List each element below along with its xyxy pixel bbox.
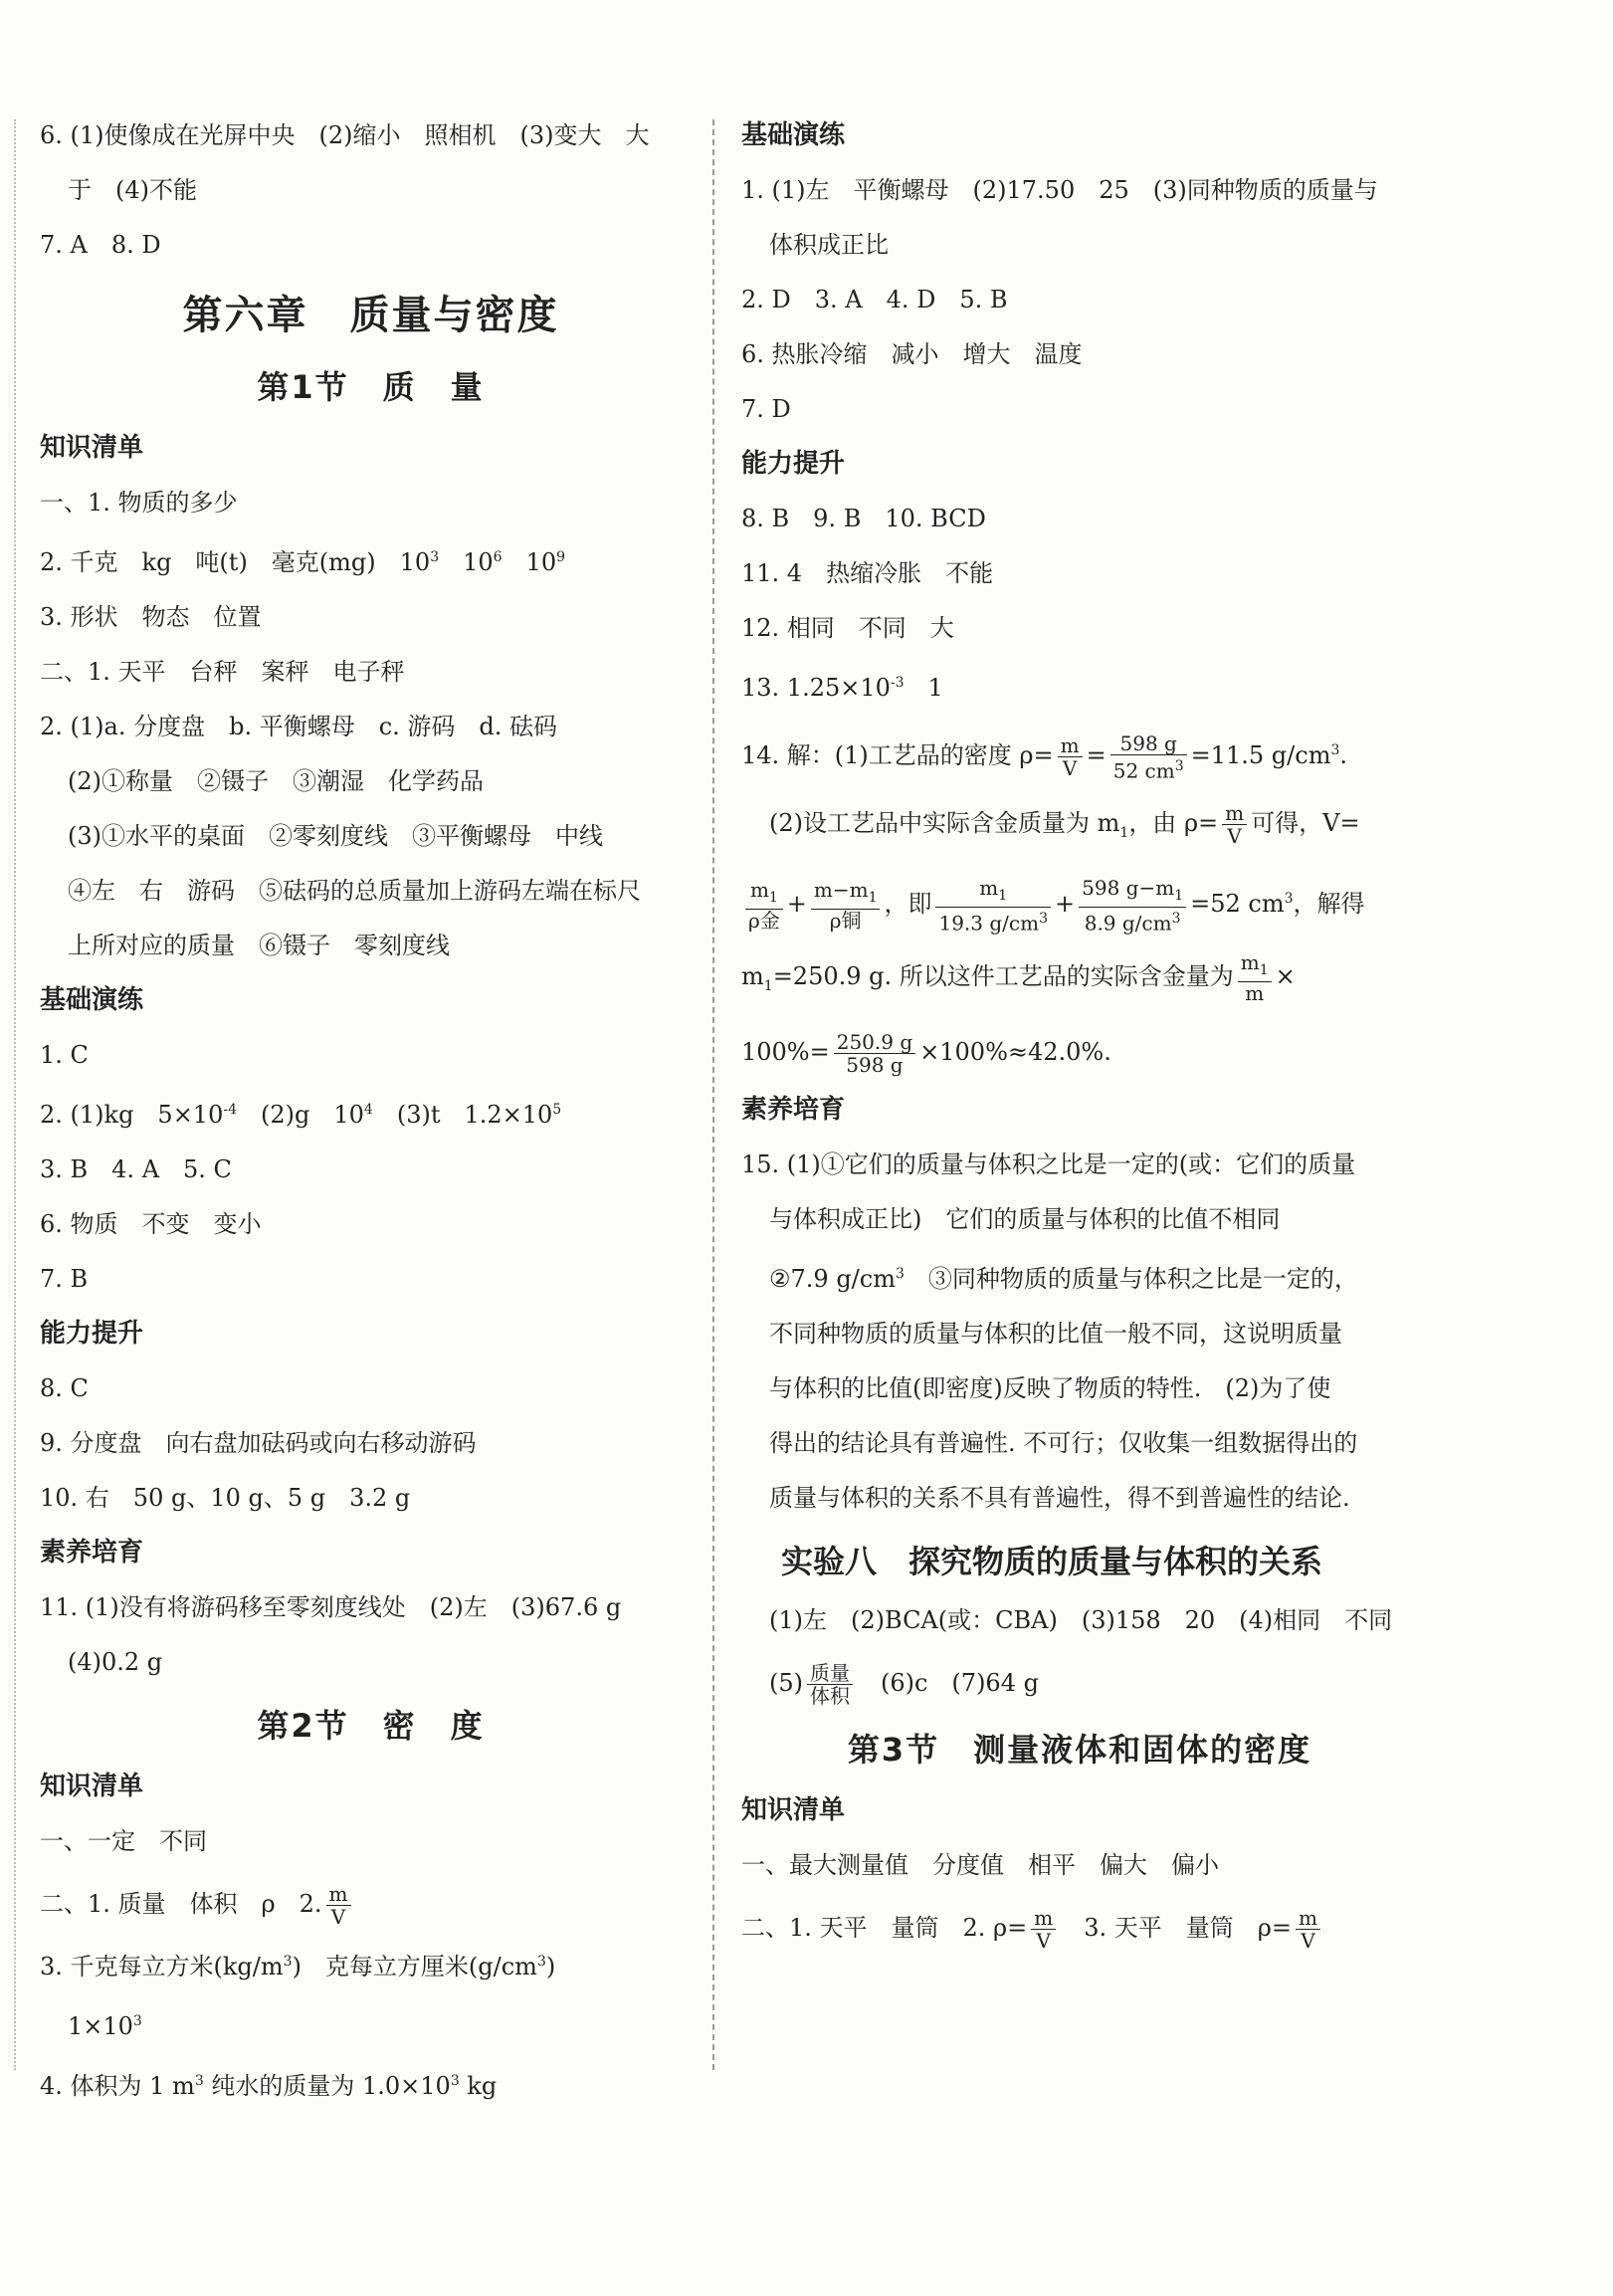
- r-h8: 8. B 9. B 10. BCD: [741, 505, 986, 532]
- k-b2: 2. (1)a. 分度盘 b. 平衡螺母 c. 游码 d. 砝码: [40, 713, 558, 740]
- k-b2e: 上所对应的质量 ⑥镊子 零刻度线: [68, 932, 450, 959]
- frac-m-v-3: $\frac{m}{V}$: [1031, 1907, 1056, 1952]
- lit-11b: (4)0.2 g: [68, 1648, 163, 1676]
- answer-7-8: 7. A 8. D: [40, 231, 161, 259]
- column-divider: [712, 119, 714, 2070]
- r-k2: 二、1. 天平 量筒 2. ρ= $\frac{m}{V}$ 3. 天平 量筒 ρ= $\frac{m}{V}$: [741, 1904, 1418, 1952]
- r-g1b: 体积成正比: [769, 231, 889, 259]
- r-g1: 1. (1)左 平衡螺母 (2)17.50 25 (3)同种物质的质量与: [741, 176, 1378, 204]
- ability-heading-2: 能力提升: [741, 449, 846, 479]
- bp-3-5: 3. B 4. A 5. C: [40, 1155, 232, 1183]
- r-h14d: $m_1=250.9$ g. 所以这件工艺品的实际含金量为 $\frac{m_1}{m}$ ×: [741, 950, 1296, 1006]
- bp-1: 1. C: [40, 1041, 89, 1069]
- frac-598-52: $\frac{598 g}{52 cm^3}$: [1110, 732, 1187, 782]
- chapter-title: 第六章 质量与密度: [182, 293, 559, 338]
- knowledge-list-heading-3: 知识清单: [741, 1795, 846, 1826]
- r-g6: 6. 热胀冷缩 减小 增大 温度: [741, 340, 1083, 368]
- k2-f4: 4. 体积为 1 $m^3$ 纯水的质量为 $1.0\times 10^3$ kg: [40, 2072, 498, 2100]
- basic-practice-heading-2: 基础演练: [741, 120, 846, 150]
- r-g7: 7. D: [741, 395, 791, 423]
- r-h14c: $\frac{m_1}{\text{ρ金}}$ + $\frac{m-m_1}{\text{ρ铜}}$ ，即 $\frac{m_1}{19.3 g/cm^3}$ + $\frac{598 g-m_1}{8.9 g/cm^3}$ =52 $cm^3$，解得: [741, 875, 1418, 934]
- ab-8: 8. C: [40, 1374, 89, 1402]
- r-g2: 2. D 3. A 4. D 5. B: [741, 286, 1008, 313]
- r-h14e: 100%= $\frac{250.9 g}{598 g}$ ×100%≈42.0%.: [741, 1030, 1111, 1078]
- bp-2: 2. (1)kg $5\times 10^{-4}$ (2)g $10^4$ (3)t $1.2\times 10^5$: [40, 1101, 562, 1129]
- section-3-title: 第3节 测量液体和固体的密度: [847, 1731, 1312, 1770]
- k2-f3: 3. 千克每立方米$(kg/m^3)$ 克每立方厘米$(g/cm^3)$: [40, 1953, 556, 1981]
- lit-11: 11. (1)没有将游码移至零刻度线处 (2)左 (3)67.6 g: [40, 1593, 622, 1621]
- knowledge-list-heading-2: 知识清单: [40, 1772, 144, 1801]
- experiment-8-title: 实验八 探究物质的质量与体积的关系: [781, 1543, 1323, 1581]
- answer-6-cont: 于 (4)不能: [68, 176, 197, 204]
- r-j1: (1)左 (2)BCA(或：CBA) (3)158 20 (4)相同 不同: [769, 1606, 1393, 1635]
- basic-practice-heading: 基础演练: [40, 985, 144, 1015]
- bp-7: 7. B: [40, 1265, 89, 1293]
- frac-mass-volume: $\frac{\text{质量}}{\text{体积}}$: [807, 1662, 853, 1707]
- answer-6: 6. (1)使像成在光屏中央 (2)缩小 照相机 (3)变大 大: [40, 121, 650, 149]
- frac-m1-m: $\frac{m_1}{m}$: [1238, 951, 1272, 1004]
- r-h14: 14. 解：(1)工艺品的密度 ρ= $\frac{m}{V}$ = $\frac{598 g}{52 cm^3}$ =11.5 $g/cm^3$.: [741, 731, 1348, 783]
- frac-m1-19.3: $\frac{m_1}{19.3 g/cm^3}$: [935, 877, 1051, 935]
- k-b2d: ④左 右 游码 ⑤砝码的总质量加上游码左端在标尺: [68, 877, 641, 905]
- r-h11: 11. 4 热缩冷胀 不能: [741, 559, 994, 587]
- k2-f3b: $1\times 10^3$: [68, 2012, 142, 2040]
- ab-10: 10. 右 50 g、10 g、5 g 3.2 g: [40, 1484, 411, 1512]
- r-h12: 12. 相同 不同 大: [741, 614, 954, 642]
- left-column: [40, 119, 702, 2125]
- bp-6: 6. 物质 不变 变小: [40, 1210, 262, 1238]
- k2-f1: 一、一定 不同: [40, 1827, 207, 1855]
- frac-m-v-4: $\frac{m}{V}$: [1296, 1907, 1320, 1952]
- k-a3: 3. 形状 物态 位置: [40, 603, 262, 631]
- r-i15d: 不同种物质的质量与体积的比值一般不同，这说明质量: [769, 1320, 1342, 1349]
- k-b2b: (2)①称量 ②镊子 ③潮湿 化学药品: [68, 767, 484, 795]
- ability-heading: 能力提升: [40, 1319, 144, 1349]
- r-i15g: 质量与体积的关系不具有普遍性，得不到普遍性的结论.: [769, 1484, 1350, 1513]
- section-1-title: 第1节 质 量: [257, 368, 485, 406]
- frac-m1-rho-gold: $\frac{m_1}{\text{ρ金}}$: [745, 879, 783, 932]
- literacy-heading: 素养培育: [40, 1538, 144, 1567]
- frac-598-m1-8.9: $\frac{598 g-m_1}{8.9 g/cm^3}$: [1079, 877, 1186, 935]
- section-2-title: 第2节 密 度: [257, 1707, 485, 1745]
- left-margin-line: [14, 119, 16, 2070]
- r-k1: 一、最大测量值 分度值 相平 偏大 偏小: [741, 1851, 1219, 1880]
- frac-m-v: $\frac{m}{V}$: [1058, 734, 1083, 779]
- right-column: [741, 119, 1418, 1970]
- r-i15a: 15. (1)①它们的质量与体积之比是一定的(或：它们的质量: [741, 1150, 1356, 1179]
- frac-250.9-598: $\frac{250.9 g}{598 g}$: [834, 1031, 915, 1076]
- k-a2: 2. 千克 kg 吨(t) 毫克(mg) $10^3$ $10^6$ $10^9$: [40, 548, 566, 576]
- r-i15e: 与体积的比值(即密度)反映了物质的特性. (2)为了使: [769, 1374, 1331, 1403]
- k-b2c: (3)①水平的桌面 ②零刻度线 ③平衡螺母 中线: [68, 822, 603, 850]
- k-b1: 二、1. 天平 台秤 案秤 电子秤: [40, 658, 405, 686]
- k-a1: 一、1. 物质的多少: [40, 489, 238, 517]
- r-i15b: 与体积成正比) 它们的质量与体积的比值不相同: [769, 1205, 1281, 1234]
- frac-m-v-2: $\frac{m}{V}$: [1222, 802, 1247, 847]
- frac-m-m1-rho-copper: $\frac{m-m_1}{\text{ρ铜}}$: [811, 879, 881, 932]
- ab-9: 9. 分度盘 向右盘加砝码或向右移动游码: [40, 1429, 477, 1457]
- r-h13: 13. $1.25\times 10^{-3}$ 1: [741, 674, 943, 702]
- knowledge-list-heading: 知识清单: [40, 433, 144, 463]
- r-j2: (5) $\frac{\text{质量}}{\text{体积}}$ (6)c (7)64 g: [769, 1661, 1039, 1709]
- r-i15f: 得出的结论具有普遍性. 不可行；仅收集一组数据得出的: [769, 1429, 1358, 1458]
- r-h14b: (2)设工艺品中实际含金质量为 $m_1$，由 ρ= $\frac{m}{V}$ 可得，V=: [769, 801, 1360, 849]
- k2-f2: 二、1. 质量 体积 ρ 2. $\frac{m}{V}$: [40, 1880, 702, 1928]
- literacy-heading-2: 素养培育: [741, 1095, 846, 1126]
- r-i15c: ②7.9 $g/cm^3$ ③同种物质的质量与体积之比是一定的，: [769, 1265, 1358, 1294]
- fraction-m-over-v: $\frac{m}{V}$: [326, 1883, 351, 1928]
